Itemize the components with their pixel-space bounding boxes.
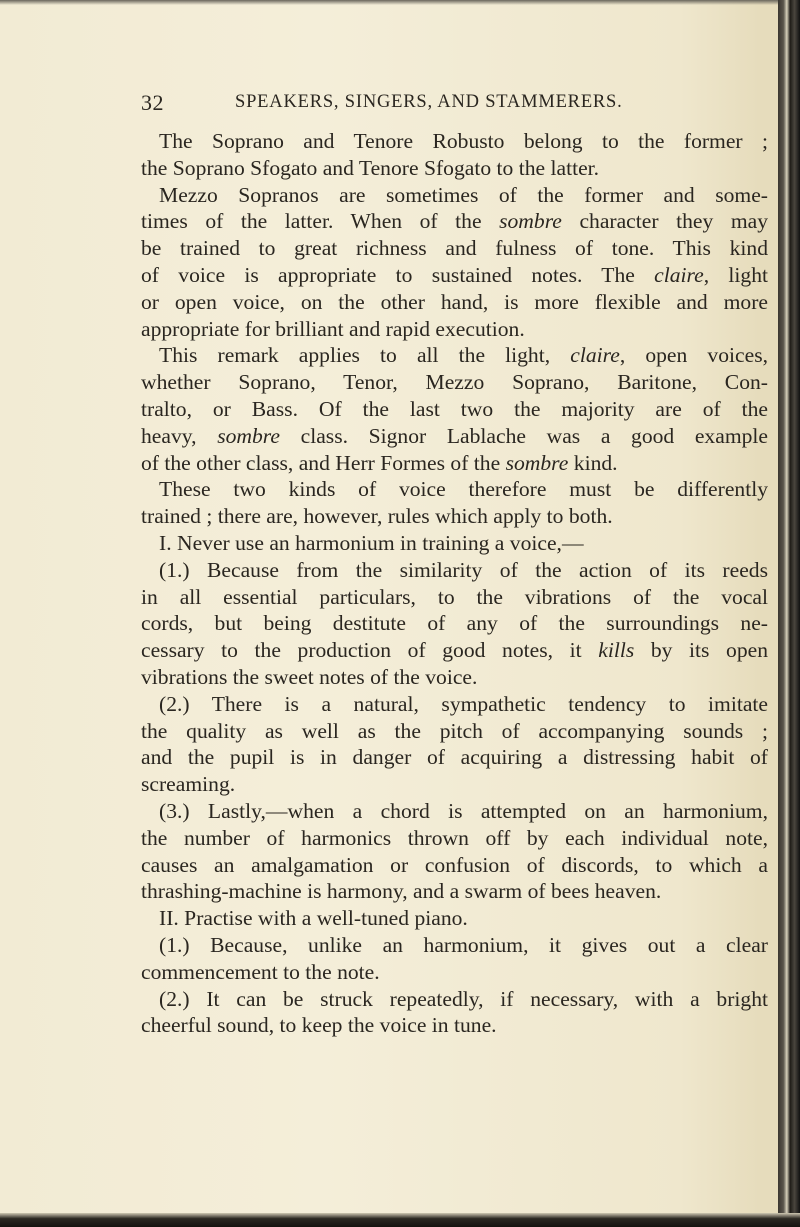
text-line: commencement to the note.: [141, 959, 380, 984]
text-line: or open voice, on the other hand, is more flexible and more: [141, 289, 768, 314]
text-line: and the pupil is in danger of acquiring a distressing habit of: [141, 745, 768, 770]
text-line: causes an amalgamation or confusion of discords, to which a: [141, 852, 768, 877]
text-line: of voice is appropriate to sustained notes. The claire, light: [141, 262, 769, 287]
text-line: thrashing-machine is harmony, and a swarm of bees heaven.: [141, 879, 662, 904]
text-line: the quality as well as the pitch of accompanying sounds ;: [141, 718, 768, 743]
text-line: times of the latter. When of the sombre character they may: [141, 209, 768, 234]
text-line: (2.) There is a natural, sympathetic tendency to imitate: [159, 691, 768, 716]
text-line: the number of harmonics thrown off by each individual note,: [141, 825, 768, 850]
text-line: (1.) Because from the similarity of the action of its reeds: [159, 557, 768, 582]
text-line: trained ; there are, however, rules which apply to both.: [141, 504, 613, 529]
text-line: be trained to great richness and fulness of tone. This kind: [141, 236, 768, 261]
text-line: in all essential particulars, to the vibrations of the vocal: [141, 584, 768, 609]
book-spine-edge: [778, 0, 800, 1227]
text-line: This remark applies to all the light, claire, open voices,: [159, 343, 768, 368]
text-line: These two kinds of voice therefore must be differently: [159, 477, 768, 502]
page-number: 32: [141, 90, 164, 115]
page-top-edge: [0, 0, 800, 5]
text-line: The Soprano and Tenore Robusto belong to the former ;: [159, 129, 768, 153]
text-line: (2.) It can be struck repeatedly, if necessary, with a bright: [159, 986, 768, 1011]
text-line: cessary to the production of good notes, it kills by its open: [141, 638, 769, 663]
text-line: I. Never use an harmonium in training a voice,—: [159, 530, 584, 555]
text-line: (3.) Lastly,—when a chord is attempted on an harmonium,: [159, 798, 768, 823]
text-line: Mezzo Sopranos are sometimes of the former and some-: [159, 182, 768, 207]
text-line: of the other class, and Herr Formes of the sombre kind.: [141, 450, 618, 475]
text-line: tralto, or Bass. Of the last two the majority are of the: [141, 396, 768, 421]
text-line: cheerful sound, to keep the voice in tune.: [141, 1013, 497, 1038]
text-line: II. Practise with a well-tuned piano.: [159, 906, 468, 931]
text-line: heavy, sombre class. Signor Lablache was a good example: [141, 423, 768, 448]
text-line: appropriate for brilliant and rapid execution.: [141, 316, 525, 341]
body-text: [141, 128, 768, 1039]
text-line: screaming.: [141, 772, 236, 797]
text-line: cords, but being destitute of any of the surroundings ne-: [141, 611, 768, 636]
text-line: vibrations the sweet notes of the voice.: [141, 664, 478, 689]
text-line: (1.) Because, unlike an harmonium, it gives out a clear: [159, 932, 768, 957]
text-line: the Soprano Sfogato and Tenore Sfogato to the latter.: [141, 155, 600, 180]
page-bottom-edge: [0, 1213, 800, 1227]
text-line: whether Soprano, Tenor, Mezzo Soprano, Baritone, Con-: [141, 370, 768, 395]
running-title: SPEAKERS, SINGERS, AND STAMMERERS.: [235, 92, 623, 112]
